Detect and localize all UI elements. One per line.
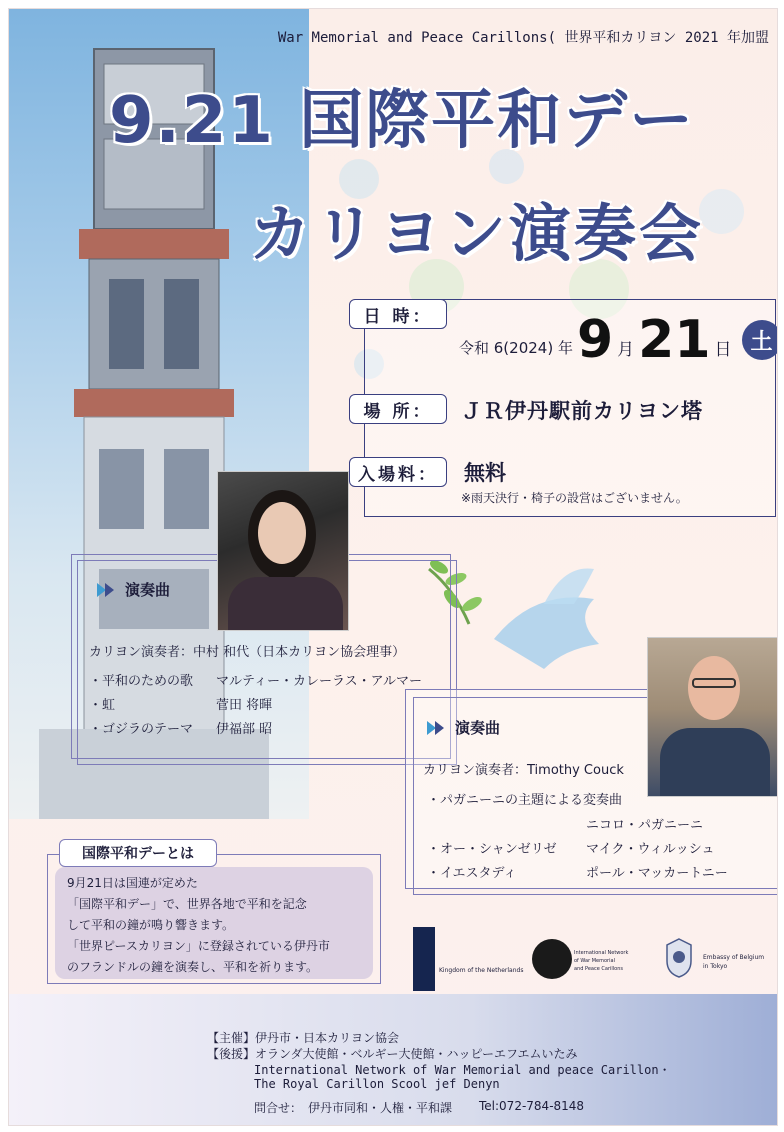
program2-piece-composer: ポール・マッカートニー <box>586 866 728 881</box>
program1-piece-composer: マルティー・カレーラス・アルマー <box>216 674 423 689</box>
footer-contact-label: 問合せ： <box>254 1101 303 1115</box>
title-line-2: カリヨン演奏会 <box>249 197 705 270</box>
program1-piece-composer: 菅田 将暉 <box>216 698 273 713</box>
program2-piece-title: ・オー・シャンゼリゼ <box>427 842 557 857</box>
footer-support: 【後援】オランダ大使館・ベルギー大使館・ハッピーエフエムいたみ <box>207 1047 578 1061</box>
title-line-1: 9.21 国際平和デー <box>109 84 696 158</box>
venue: ＪＲ伊丹駅前カリヨン塔 <box>461 399 703 423</box>
footer-support-en1: International Network of War Memorial and peace Carillon・ <box>254 1063 671 1077</box>
inw-logo-text: International Network of War Memorial and Peace Carillons <box>574 950 629 972</box>
program2-piece-title: ・パガニーニの主題による変奏曲 <box>427 793 623 808</box>
performer2-photo <box>647 637 778 797</box>
decor-bubble <box>699 189 744 234</box>
performer2-face <box>688 656 740 720</box>
footer-tel: Tel:072-784-8148 <box>479 1099 585 1113</box>
footer-support-en2: The Royal Carillon Scool jef Denyn <box>254 1077 500 1091</box>
footer-contact: 伊丹市同和・人権・平和課 <box>308 1101 453 1115</box>
date-month-unit: 月 <box>617 340 635 360</box>
poster <box>8 8 778 1126</box>
program1-piece-composer: 伊福部 昭 <box>216 722 273 737</box>
belgium-logo-text: Embassy of Belgium in Tokyo <box>703 954 765 970</box>
performer2-clothes <box>660 728 770 797</box>
netherlands-logo-text: Kingdom of the Netherlands <box>439 967 524 974</box>
date-month: 9 <box>576 310 614 370</box>
event-date <box>459 310 778 370</box>
organization-line: War Memorial and Peace Carillons( 世界平和カリヨン 2021 年加盟 <box>277 30 769 46</box>
date-day-unit: 日 <box>714 340 732 360</box>
inw-logo <box>532 939 572 979</box>
program1-heading <box>97 579 170 600</box>
program2-heading-text: 演奏曲 <box>455 719 501 737</box>
about-text: 9月21日は国連が定めた 「国際平和デー」で、世界各地で平和を記念 して平和の鐘が鳴り響きます。 「世界ピースカリヨン」に登録されている伊丹市 のフランドルの鐘を演奏し、平和を祈ります。 <box>67 876 330 974</box>
fee-label: 入場料： <box>349 457 447 487</box>
performer1-clothes <box>228 577 343 631</box>
chevron-right-icon <box>97 583 117 597</box>
program1-piece-title: ・ゴジラのテーマ <box>89 722 194 737</box>
fee: 無料 <box>464 461 506 485</box>
performer2: カリヨン演奏者：Timothy Couck <box>423 763 624 778</box>
program2-heading <box>427 717 500 738</box>
date-day: 21 <box>638 310 711 370</box>
program1-piece-title: ・平和のための歌 <box>89 674 194 689</box>
program1-heading-text: 演奏曲 <box>125 581 171 599</box>
chevron-right-icon <box>427 721 447 735</box>
fee-note: ※雨天決行・椅子の設営はございません。 <box>461 491 688 505</box>
program2-piece-composer: マイク・ウィルッシュ <box>586 842 715 857</box>
performer1-photo <box>217 471 349 631</box>
program2-piece-title: ・イエスタディ <box>427 866 517 881</box>
performer1: カリヨン演奏者：中村 和代（日本カリヨン協会理事） <box>89 645 406 660</box>
about-heading: 国際平和デーとは <box>59 839 217 867</box>
belgium-crest-icon <box>661 937 697 979</box>
program1-piece-title: ・虹 <box>89 698 116 713</box>
performer1-face <box>258 502 306 564</box>
venue-label: 場 所： <box>349 394 447 424</box>
program2-piece-composer: ニコロ・パガニーニ <box>586 818 704 833</box>
netherlands-logo <box>413 927 435 991</box>
weekday-badge: 土 <box>742 320 778 360</box>
date-era: 令和 6(2024) 年 <box>459 339 573 357</box>
glasses-icon <box>692 678 736 688</box>
footer-host: 【主催】伊丹市・日本カリヨン協会 <box>207 1031 400 1045</box>
date-label: 日 時： <box>349 299 447 329</box>
